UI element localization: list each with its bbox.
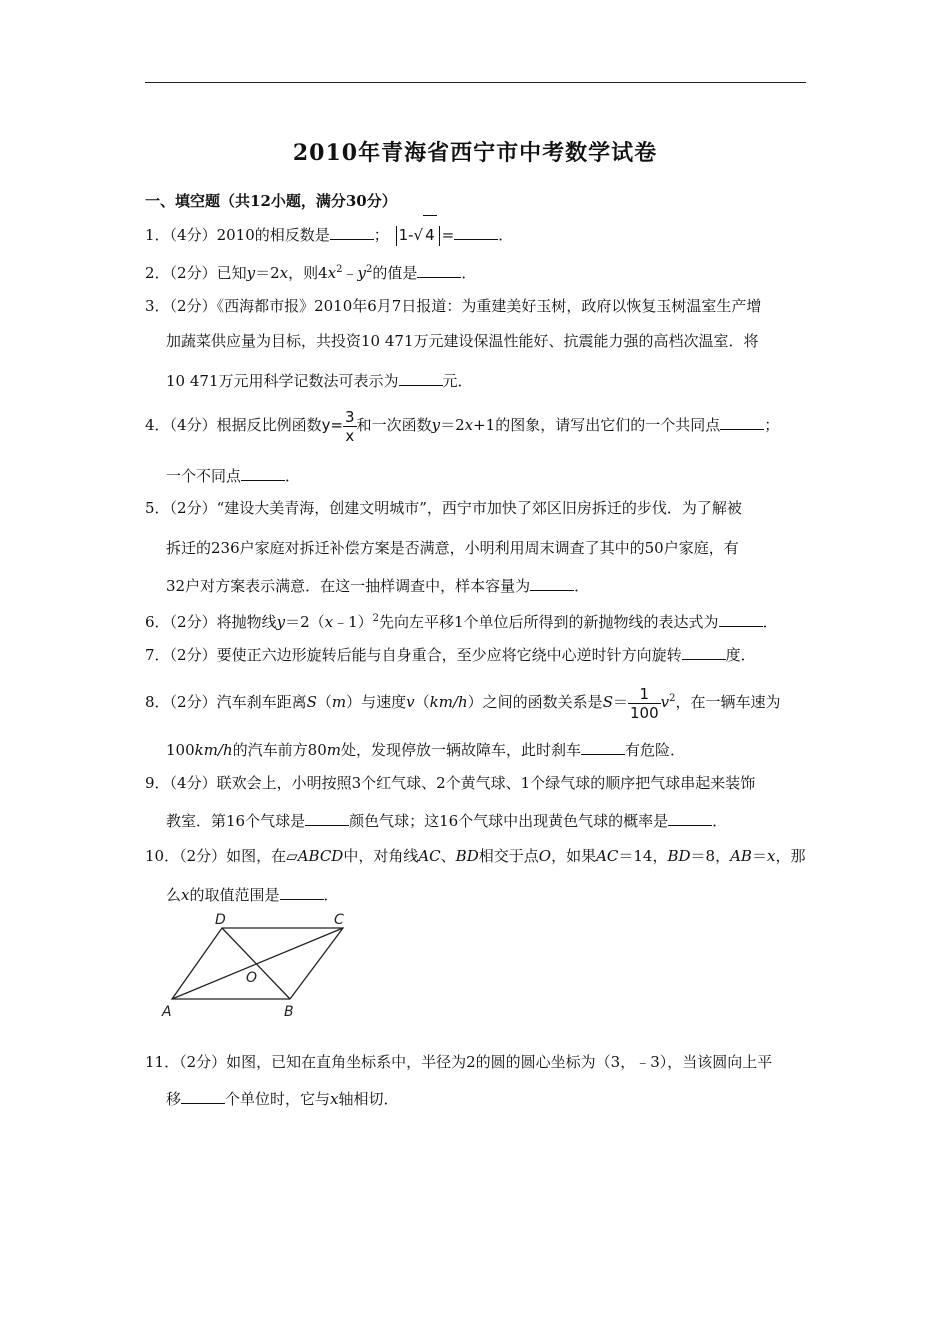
question-text: ，那 (775, 847, 806, 865)
var-y: y (276, 613, 286, 631)
points: （4分） (169, 226, 217, 244)
question-10-line-2 (166, 884, 339, 905)
exponent: 2 (372, 613, 380, 624)
answer-blank[interactable] (668, 813, 712, 826)
var-BD: BD (455, 847, 479, 865)
question-text: 、 (440, 847, 456, 865)
function-y: y= (321, 416, 344, 434)
var-x: x (181, 886, 190, 904)
var-x: x (279, 264, 289, 282)
question-3-line-2: 加蔬菜供应量为目标，共投资10 471万元建设保温性能好、抗震能力强的高档次温室．将 (166, 332, 759, 350)
var-S: S (602, 693, 613, 711)
points: （2分） (169, 264, 217, 282)
question-text: （2分）“建设大美青海，创建文明城市”，西宁市加快了郊区旧房拆迁的步伐．为了解被 (169, 499, 742, 517)
question-text: （4分）联欢会上，小明按照3个红气球、2个黄气球、1个绿气球的顺序把气球串起来装饰 (169, 774, 756, 792)
sqrt-icon: √ (413, 226, 424, 244)
separator: ； (764, 416, 780, 434)
header-rule (145, 82, 806, 83)
parallelogram-figure (160, 908, 360, 1023)
question-text: 已知 (216, 264, 247, 282)
question-number: 3． (145, 297, 170, 315)
question-text: 的取值范围是 (189, 886, 280, 904)
var-y: y (431, 416, 441, 434)
equals: ＝ (751, 847, 767, 865)
question-text: 度． (725, 646, 756, 664)
point-label-a: A (162, 1004, 172, 1020)
question-number: 8． (145, 693, 170, 711)
numerator: 3 (345, 407, 355, 426)
answer-blank[interactable] (720, 417, 764, 430)
unit-kmh: km/h (194, 741, 233, 759)
point-label-b: B (284, 1004, 294, 1020)
var-x: x (327, 264, 337, 282)
answer-blank[interactable] (305, 813, 349, 826)
question-text: 轴相切． (338, 1090, 399, 1108)
unit-m: m (326, 741, 341, 759)
var-x: x (464, 416, 474, 434)
question-text: 先向左平移1个单位后所得到的新抛物线的表达式为 (379, 613, 719, 631)
question-text: ，则4 (288, 264, 328, 282)
fraction (628, 685, 661, 722)
question-9 (145, 764, 755, 802)
question-number: 2． (145, 264, 170, 282)
question-8 (145, 680, 781, 722)
answer-blank[interactable] (399, 373, 443, 386)
diagonal-bd (222, 928, 290, 999)
denominator: x (345, 426, 355, 445)
numerator: 1 (628, 685, 661, 704)
section-heading: 一、填空题（共12小题，满分30分） (145, 192, 397, 210)
answer-blank[interactable] (454, 227, 498, 240)
unit-kmh: km/h (429, 693, 468, 711)
question-2 (145, 251, 476, 292)
var-O: O (538, 847, 552, 865)
question-text: ＝8， (690, 847, 731, 865)
exponent: 2 (336, 264, 343, 275)
period: ． (762, 613, 778, 631)
answer-blank[interactable] (417, 265, 461, 278)
answer-blank[interactable] (581, 742, 625, 755)
answer-blank[interactable] (530, 578, 574, 591)
radicand: 4 (423, 215, 437, 254)
separator: ； (373, 226, 389, 244)
answer-blank[interactable] (719, 614, 763, 627)
question-text: ＝2 (440, 416, 465, 434)
question-text: 个单位时，它与 (225, 1090, 331, 1108)
fraction (343, 408, 357, 445)
point-label-o: O (246, 970, 258, 986)
question-number: 6． (145, 613, 170, 631)
exponent: 2 (669, 693, 676, 704)
abs-bar-right (439, 226, 440, 246)
var-ABCD: ABCD (297, 847, 344, 865)
question-text: 中，对角线 (343, 847, 419, 865)
question-text: 的值是 (372, 264, 418, 282)
period: ． (712, 812, 728, 830)
var-v: v (660, 693, 670, 711)
abs-bar-left (396, 226, 397, 246)
var-v: v (406, 693, 415, 711)
question-9-line-2 (166, 810, 727, 831)
question-text: 100 (166, 741, 195, 759)
question-text: 的汽车前方80 (232, 741, 327, 759)
question-text: 么 (166, 886, 182, 904)
question-text: 10 471万元用科学记数法可表示为 (166, 372, 399, 390)
var-x: x (766, 847, 776, 865)
var-y: y (246, 264, 256, 282)
question-text: 相交于点 (478, 847, 539, 865)
question-text: 有危险． (625, 741, 686, 759)
var-x: x (324, 613, 334, 631)
question-4 (145, 406, 779, 445)
question-6 (145, 600, 778, 641)
exponent: 2 (366, 264, 373, 275)
question-text: 一个不同点 (166, 467, 242, 485)
question-text: ，如果 (551, 847, 597, 865)
question-text: 颜色气球；这16个气球中出现黄色气球的概率是 (349, 812, 669, 830)
point-label-c: C (334, 912, 344, 928)
question-text: （2分）《西海都市报》2010年6月7日报道：为重建美好玉树，政府以恢复玉树温室生产增 (169, 297, 762, 315)
paren: （ (316, 693, 332, 711)
question-7 (145, 636, 756, 674)
question-3 (145, 287, 761, 325)
question-text: ＝14， (618, 847, 668, 865)
question-5 (145, 489, 742, 527)
period: ． (574, 577, 590, 595)
question-5-line-2: 拆迁的236户家庭对拆迁补偿方案是否满意，小明利用周末调查了其中的50户家庭，有 (166, 539, 739, 557)
period: ． (498, 226, 514, 244)
question-8-line-2 (166, 739, 685, 760)
question-text: （2分）如图，在▱ (179, 847, 298, 865)
question-3-line-3 (166, 370, 473, 391)
var-AC: AC (418, 847, 441, 865)
paren: （ (414, 693, 430, 711)
var-x: x (330, 1090, 339, 1108)
question-11-line-2 (166, 1088, 399, 1109)
question-text: （2分）将抛物线 (169, 613, 277, 631)
question-4-line-2 (166, 465, 300, 486)
question-number: 5． (145, 499, 170, 517)
answer-blank[interactable] (280, 887, 324, 900)
unit-m: m (331, 693, 347, 711)
question-number: 4． (145, 416, 170, 434)
question-1 (145, 215, 513, 254)
page-title: 2010年青海省西宁市中考数学试卷 (292, 140, 658, 166)
answer-blank[interactable] (241, 468, 285, 481)
answer-blank[interactable] (330, 227, 374, 240)
question-number: 11． (145, 1053, 180, 1071)
question-11 (145, 1043, 772, 1081)
period: ． (461, 264, 477, 282)
question-text: 元． (442, 372, 473, 390)
answer-blank[interactable] (682, 647, 726, 660)
minus: ﹣ (342, 264, 358, 282)
answer-blank[interactable] (181, 1091, 225, 1104)
equals: = (441, 226, 455, 244)
question-text: ）之间的函数关系是 (467, 693, 603, 711)
var-S: S (306, 693, 317, 711)
question-text: ）与速度 (346, 693, 407, 711)
question-text: ﹣1） (333, 613, 373, 631)
question-text: （2分）汽车刹车距离 (169, 693, 307, 711)
question-text: 和一次函数 (356, 416, 432, 434)
question-number: 10． (145, 847, 180, 865)
question-number: 9． (145, 774, 170, 792)
abs-expression: 1- (398, 226, 414, 244)
period: ． (323, 886, 339, 904)
point-label-d: D (215, 912, 226, 928)
question-text: （4分）根据反比例函数 (169, 416, 322, 434)
question-number: 1． (145, 226, 170, 244)
period: ． (285, 467, 301, 485)
question-text: ＝2 (255, 264, 280, 282)
question-text: +1的图象，请写出它们的一个共同点 (473, 416, 721, 434)
var-y: y (357, 264, 366, 282)
question-text: （2分）要使正六边形旋转后能与自身重合，至少应将它绕中心逆时针方向旋转 (169, 646, 682, 664)
question-text: （2分）如图，已知在直角坐标系中，半径为2的圆的圆心坐标为（3，﹣3），当该圆向上平 (179, 1053, 773, 1071)
question-number: 7． (145, 646, 170, 664)
question-5-line-3 (166, 575, 589, 596)
question-text: 2010的相反数是 (216, 226, 330, 244)
question-text: ＝2（ (285, 613, 325, 631)
question-text: 教室．第16个气球是 (166, 812, 306, 830)
var-BD: BD (667, 847, 691, 865)
var-AC: AC (596, 847, 619, 865)
question-text: 32户对方案表示满意．在这一抽样调查中，样本容量为 (166, 577, 531, 595)
question-10 (145, 837, 805, 875)
equals: ＝ (612, 693, 628, 711)
var-AB: AB (730, 847, 752, 865)
question-text: ，在一辆车速为 (675, 693, 781, 711)
question-text: 移 (166, 1090, 182, 1108)
question-text: 处，发现停放一辆故障车，此时刹车 (341, 741, 582, 759)
denominator: 100 (629, 703, 659, 722)
